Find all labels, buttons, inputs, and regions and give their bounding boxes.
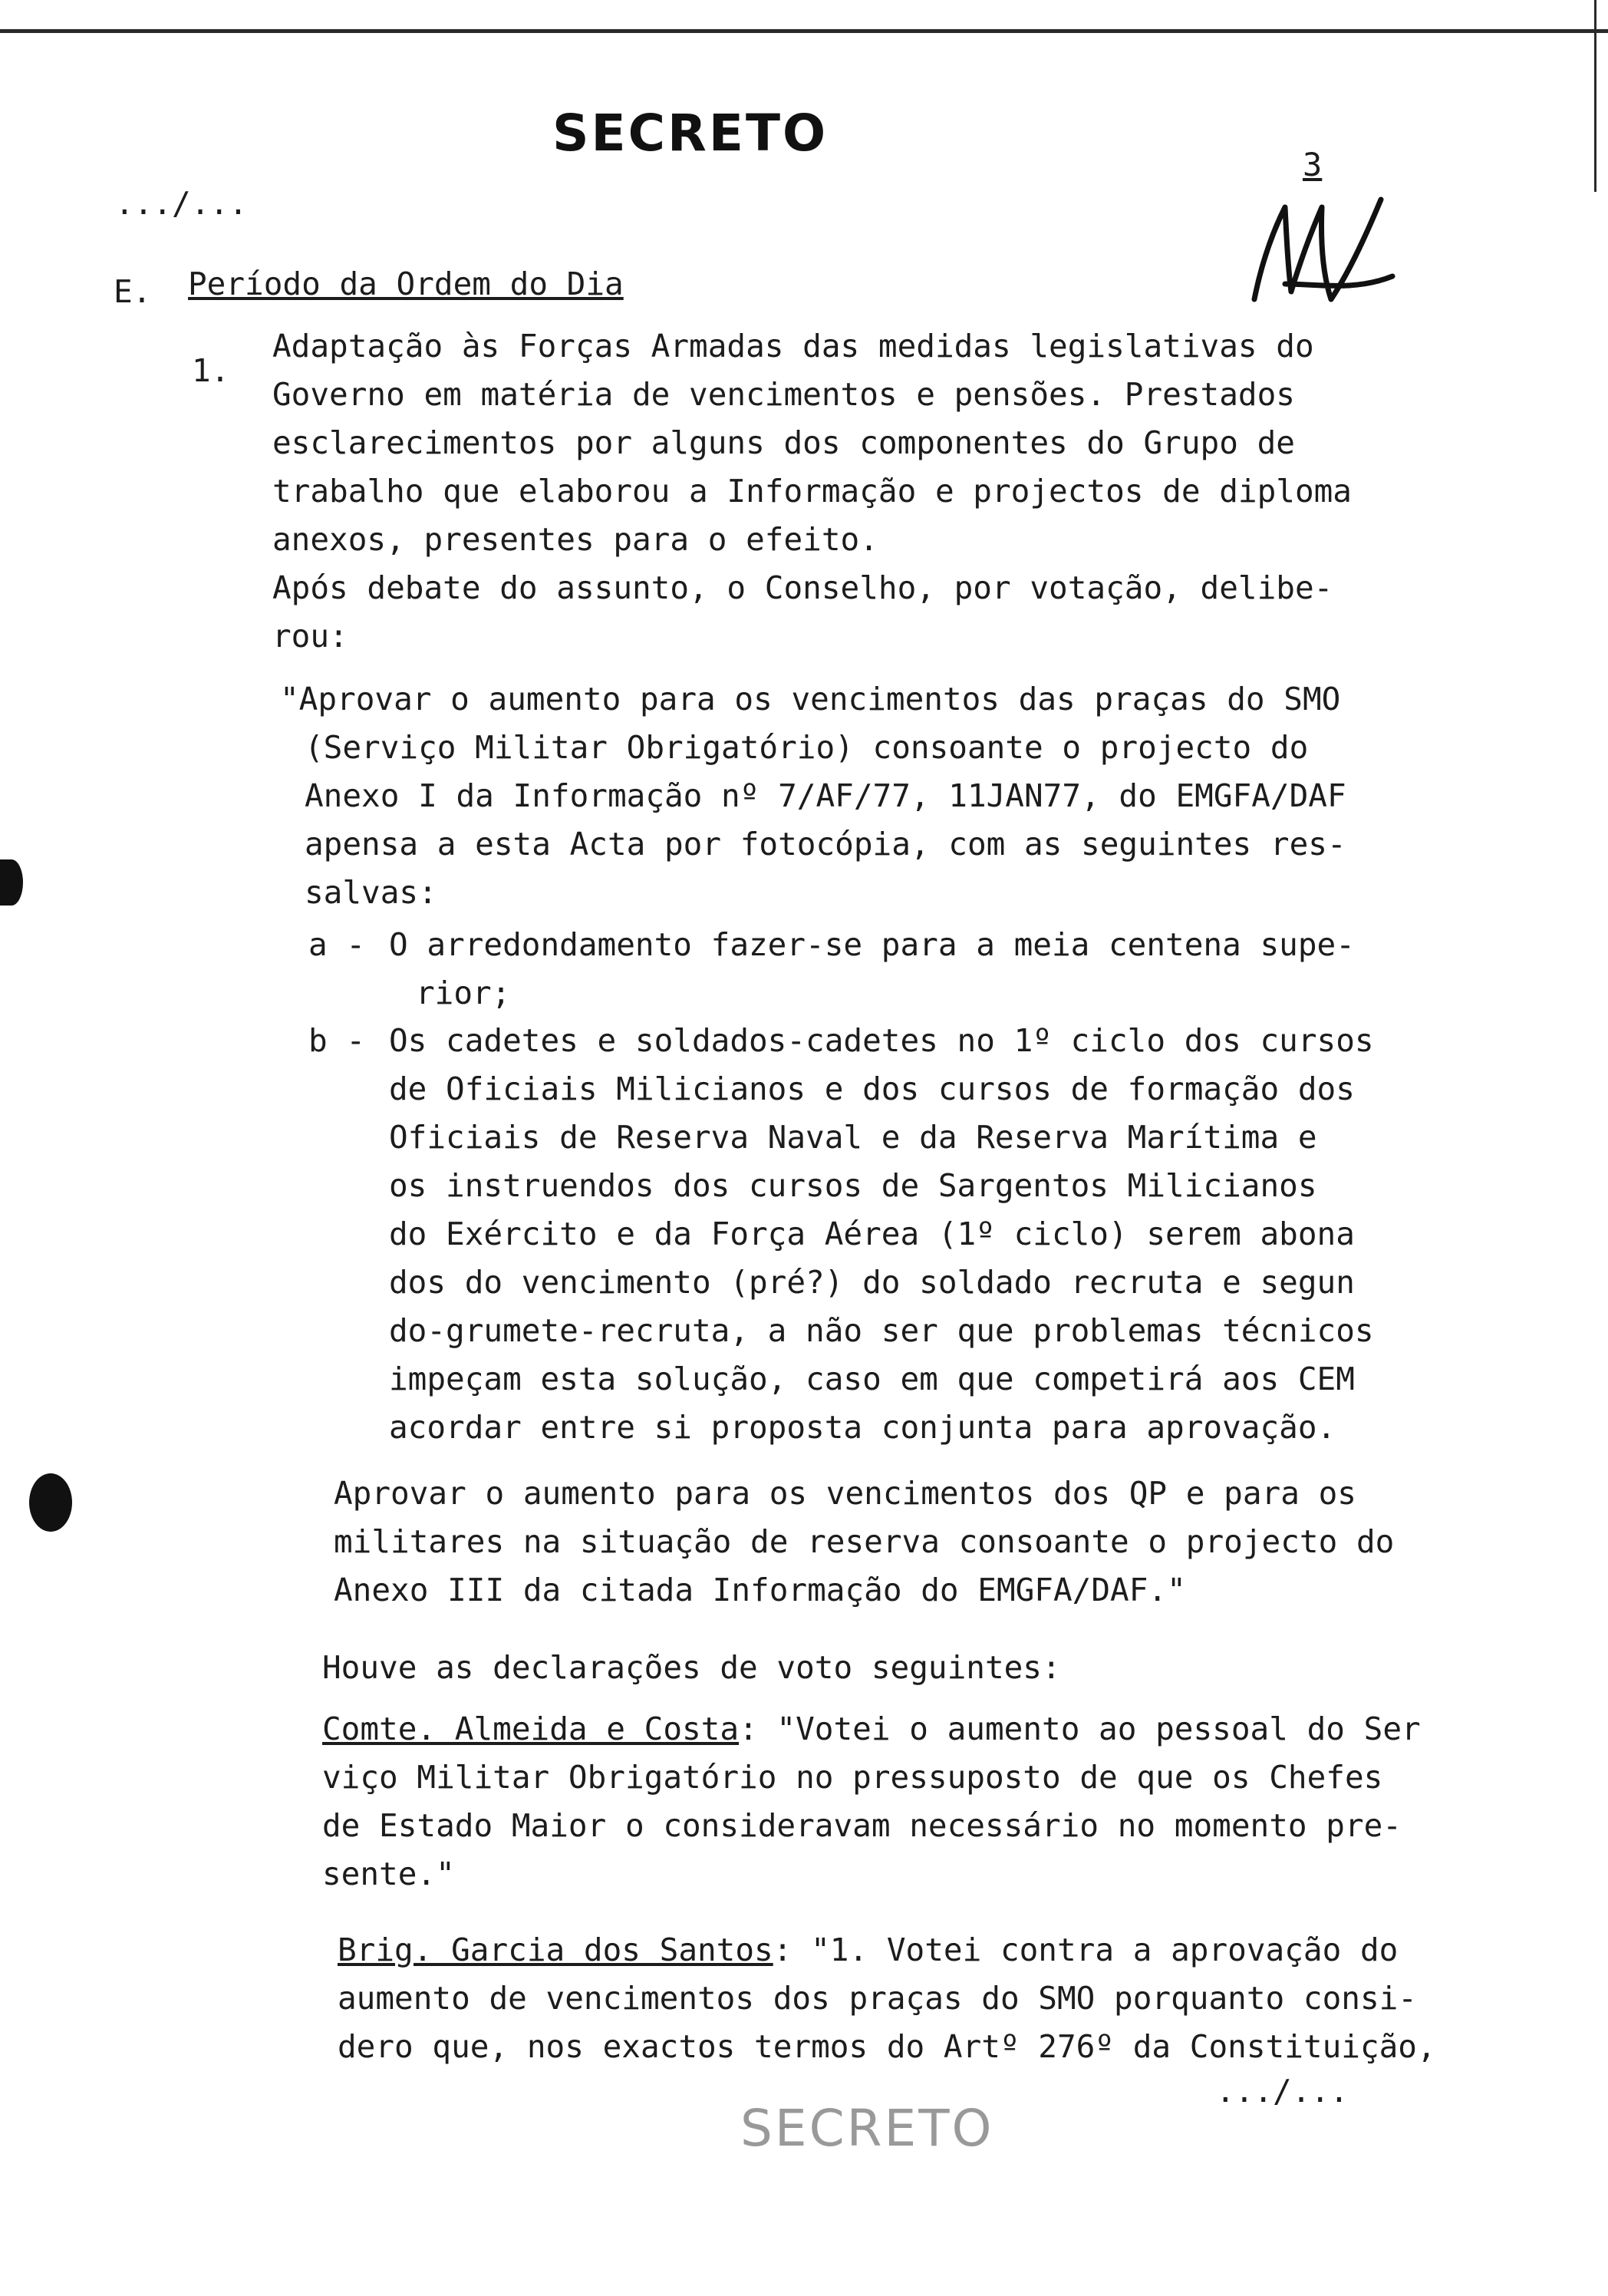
text-line: (Serviço Militar Obrigatório) consoante o projecto do <box>305 729 1309 766</box>
text-line: Governo em matéria de vencimentos e pensões. Prestados <box>272 376 1295 413</box>
text-line: do-grumete-recruta, a não ser que problemas técnicos <box>389 1312 1374 1349</box>
section-letter: E. <box>114 273 152 310</box>
continuation-mark-top: .../... <box>115 185 248 222</box>
text-line: Os cadetes e soldados-cadetes no 1º ciclo dos cursos <box>389 1022 1374 1059</box>
text-line: Anexo I da Informação nº 7/AF/77, 11JAN77, do EMGFA/DAF <box>305 777 1346 814</box>
punch-hole-mark <box>29 1473 72 1532</box>
item-paragraph <box>272 322 1352 661</box>
text-line: dero que, nos exactos termos do Artº 276º da Constituição, <box>338 2028 1436 2065</box>
text-line: de Estado Maior o consideravam necessário no momento pre- <box>322 1807 1402 1844</box>
text-line: O arredondamento fazer-se para a meia centena supe- <box>389 926 1355 963</box>
text-line: Aprovar o aumento para os vencimentos dos QP e para os <box>334 1475 1356 1512</box>
reservation-b-label: b - <box>308 1022 366 1059</box>
reservation-a <box>308 921 1355 1018</box>
right-rule <box>1594 0 1596 192</box>
section-title: Período da Ordem do Dia <box>188 266 624 302</box>
reservation-a-label: a - <box>308 926 366 963</box>
page-number: 3 <box>1303 146 1323 183</box>
text-line: Oficiais de Reserva Naval e da Reserva Marítima e <box>389 1119 1317 1156</box>
text-line: do Exército e da Força Aérea (1º ciclo) serem abona <box>389 1216 1355 1252</box>
text-line: Anexo III da citada Informação do EMGFA/DAF." <box>334 1572 1186 1608</box>
text-line: dos do vencimento (pré?) do soldado recruta e segun <box>389 1264 1355 1301</box>
text-line: rou: <box>272 618 348 655</box>
text-line: : "Votei o aumento ao pessoal do Ser <box>739 1710 1421 1747</box>
reservation-b <box>308 1017 1374 1452</box>
secret-stamp-bottom: SECRETO <box>740 2099 994 2158</box>
speaker-name: Comte. Almeida e Costa <box>322 1710 740 1747</box>
text-line: Após debate do assunto, o Conselho, por votação, delibe- <box>272 569 1333 606</box>
text-line: Adaptação às Forças Armadas das medidas legislativas do <box>272 328 1314 365</box>
text-line: : "1. Votei contra a aprovação do <box>773 1931 1399 1968</box>
text-line: aumento de vencimentos dos praças do SMO porquanto consi- <box>338 1980 1417 2017</box>
continuation-mark-bottom: .../... <box>1216 2073 1349 2110</box>
speaker-name: Brig. Garcia dos Santos <box>338 1931 773 1968</box>
text-line: militares na situação de reserva consoante o projecto do <box>334 1523 1395 1560</box>
text-line: sente." <box>322 1856 455 1892</box>
resolution-quote-2 <box>334 1470 1394 1615</box>
text-line: os instruendos dos cursos de Sargentos Milicianos <box>389 1167 1317 1204</box>
secret-stamp-top: SECRETO <box>552 104 829 163</box>
text-line: esclarecimentos por alguns dos componentes do Grupo de <box>272 424 1295 461</box>
votes-intro: Houve as declarações de voto seguintes: <box>322 1649 1061 1686</box>
item-number: 1. <box>192 352 230 389</box>
text-line: acordar entre si proposta conjunta para aprovação. <box>389 1409 1336 1446</box>
text-line: impeçam esta solução, caso em que competirá aos CEM <box>389 1361 1355 1397</box>
resolution-quote-1 <box>280 675 1346 917</box>
vote-declaration-2 <box>338 1926 1436 2071</box>
text-line: de Oficiais Milicianos e dos cursos de formação dos <box>389 1070 1355 1107</box>
text-line: apensa a esta Acta por fotocópia, com as seguintes res- <box>305 826 1346 863</box>
vote-declaration-1 <box>322 1705 1421 1898</box>
handwritten-initials <box>1231 184 1400 315</box>
text-line: rior; <box>416 975 511 1011</box>
text-line: trabalho que elaborou a Informação e projectos de diploma <box>272 473 1352 510</box>
top-rule <box>0 29 1608 33</box>
text-line: "Aprovar o aumento para os vencimentos das praças do SMO <box>280 681 1341 718</box>
punch-hole-mark <box>0 859 23 906</box>
text-line: viço Militar Obrigatório no pressuposto de que os Chefes <box>322 1759 1383 1796</box>
text-line: anexos, presentes para o efeito. <box>272 521 878 558</box>
text-line: salvas: <box>305 874 437 911</box>
